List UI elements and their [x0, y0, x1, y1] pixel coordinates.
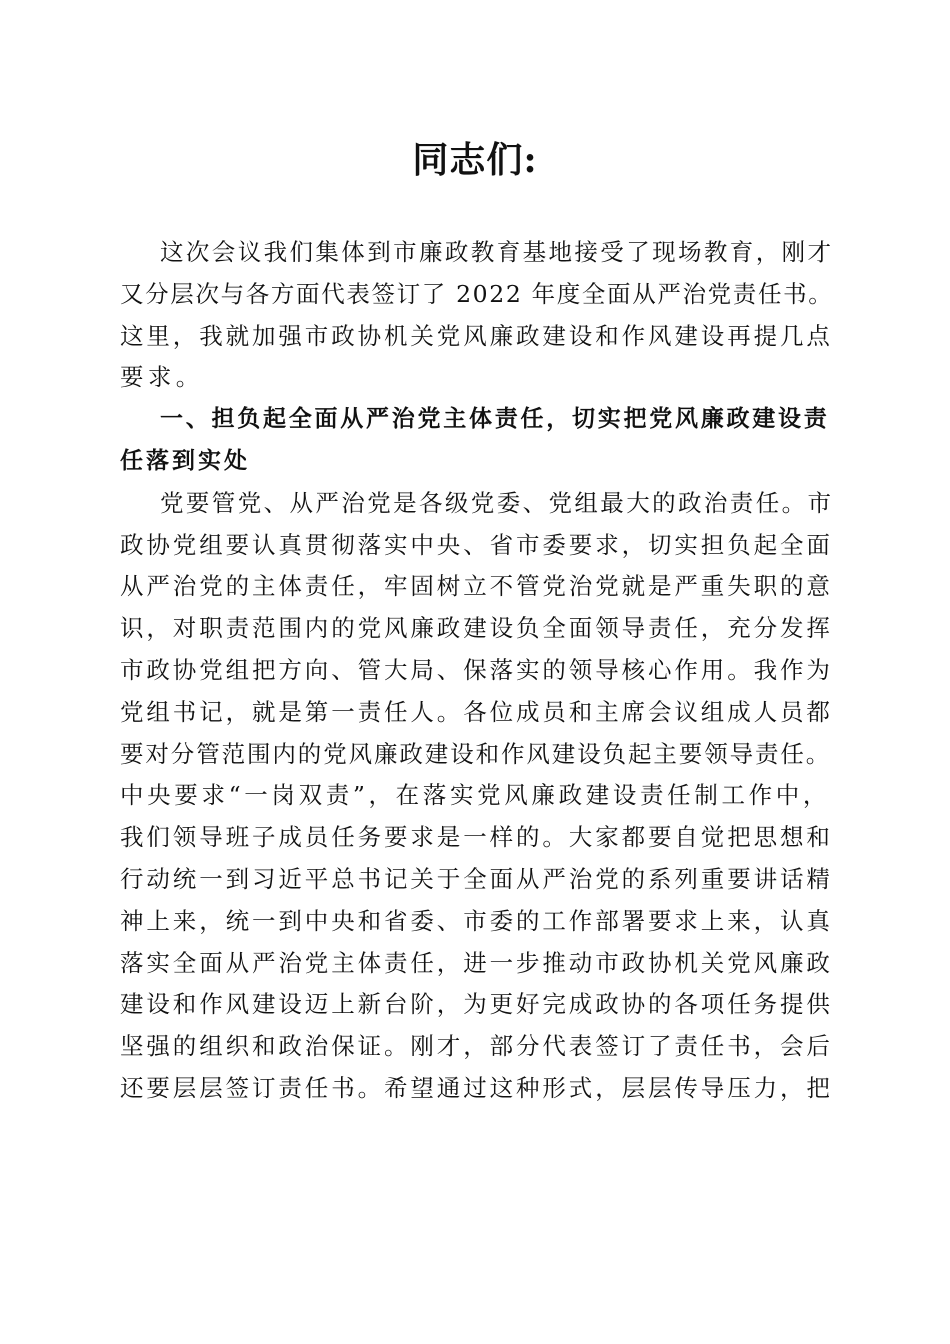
text-line: 又分层次与各方面代表签订了 2022 年度全面从严治党责任书。	[120, 279, 834, 308]
paragraph-intro	[120, 232, 832, 399]
text-line: 建设和作风建设迈上新台阶，为更好完成政协的各项任务提供	[120, 990, 833, 1019]
heading-line: 任落到实处	[120, 447, 250, 474]
section-heading-1	[120, 399, 832, 483]
text-line: 落实全面从严治党主体责任，进一步推动市政协机关党风廉政	[120, 948, 833, 977]
text-line: 识，对职责范围内的党风廉政建设负全面领导责任，充分发挥	[120, 614, 833, 643]
text-line: 神上来，统一到中央和省委、市委的工作部署要求上来，认真	[120, 906, 833, 935]
text-line: 要求。	[120, 363, 204, 392]
text-line: 从严治党的主体责任，牢固树立不管党治党就是严重失职的意	[120, 572, 833, 601]
text-line: 市政协党组把方向、管大局、保落实的领导核心作用。我作为	[120, 655, 833, 684]
text-line: 行动统一到习近平总书记关于全面从严治党的系列重要讲话精	[120, 864, 833, 893]
text-line: 政协党组要认真贯彻落实中央、省市委要求，切实担负起全面	[120, 530, 833, 559]
text-line: 这里，我就加强市政协机关党风廉政建设和作风建设再提几点	[120, 321, 833, 350]
text-line: 党要管党、从严治党是各级党委、党组最大的政治责任。市	[160, 488, 834, 517]
text-line: 党组书记，就是第一责任人。各位成员和主席会议组成人员都	[120, 697, 833, 726]
text-line: 坚强的组织和政治保证。刚才，部分代表签订了责任书，会后	[120, 1032, 833, 1061]
heading-line: 一、担负起全面从严治党主体责任，切实把党风廉政建设责	[160, 406, 830, 433]
text-line: 还要层层签订责任书。希望通过这种形式，层层传导压力，把	[120, 1073, 833, 1102]
text-line: 我们领导班子成员任务要求是一样的。大家都要自觉把思想和	[120, 823, 833, 852]
text-line: 要对分管范围内的党风廉政建设和作风建设负起主要领导责任。	[120, 739, 832, 768]
text-line: 中央要求“一岗双责”，在落实党风廉政建设责任制工作中，	[120, 781, 831, 810]
paragraph-section-1	[120, 483, 832, 1110]
text-line: 这次会议我们集体到市廉政教育基地接受了现场教育，刚才	[160, 238, 834, 266]
document-body	[120, 232, 832, 1110]
document-title: 同志们:	[412, 139, 538, 181]
